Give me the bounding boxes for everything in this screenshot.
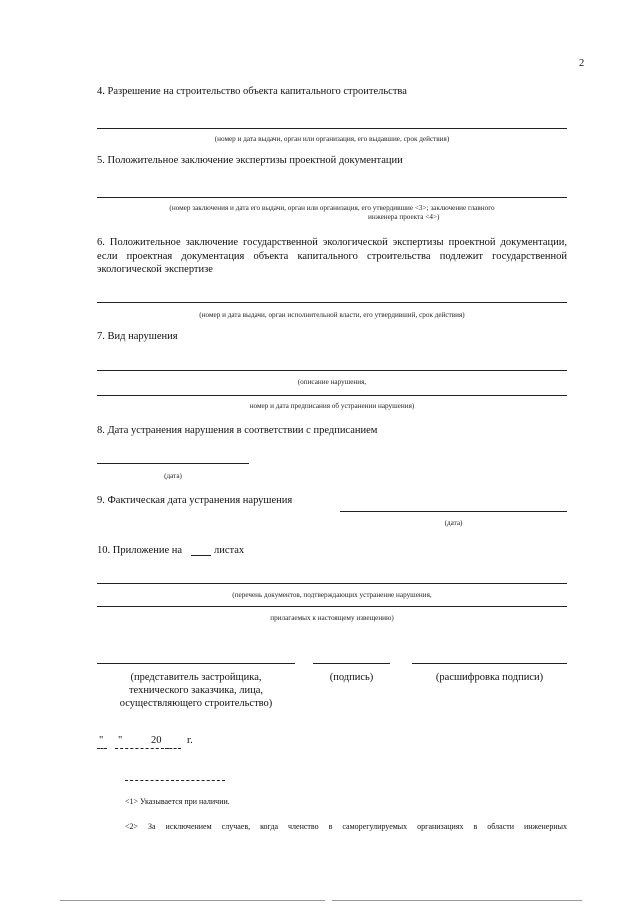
section-9-title: 9. Фактическая дата устранения нарушения — [97, 495, 293, 506]
section-10-caption-l2: прилагаемых к настоящему извещению) — [270, 614, 394, 622]
section-6-caption: (номер и дата выдачи, орган исполнительной власти, его утвердивший, срок действия) — [199, 311, 465, 319]
date-quote-open: " — [99, 735, 104, 746]
representative-label-l2: технического заказчика, лица, — [128, 685, 264, 696]
section-10-line-1 — [97, 583, 567, 584]
date-year-blank — [165, 748, 181, 749]
section-4-caption: (номер и дата выдачи, орган или организация, его выдавшие, срок действия) — [214, 135, 450, 143]
date-day-blank — [97, 748, 107, 749]
section-10-caption-l1: (перечень документов, подтверждающих устранение нарушения, — [232, 591, 432, 599]
date-year-suffix: г. — [187, 735, 193, 746]
section-7-line-2 — [97, 395, 567, 396]
section-7-line-1 — [97, 370, 567, 371]
section-5-caption-l2: инженера проекта <4>) — [368, 213, 440, 221]
section-5-caption-l1: (номер заключения и дата его выдачи, орган или организация, его утвердившие <3>; заключение главного — [169, 204, 495, 212]
page-number: 2 — [579, 58, 585, 69]
scan-edge-bottom — [60, 900, 325, 901]
representative-label-l1: (представитель застройщика, — [130, 672, 262, 683]
section-9-line — [340, 511, 567, 512]
section-5-line — [97, 197, 567, 198]
date-month-blank — [115, 748, 169, 749]
signature-label: (подпись) — [329, 672, 374, 683]
section-10-sheets-blank — [191, 555, 211, 556]
section-6-line — [97, 302, 567, 303]
section-10-title-a: 10. Приложение на — [97, 545, 183, 556]
section-8-caption: (дата) — [164, 472, 182, 480]
footnote-2: <2> За исключением случаев, когда членство в саморегулируемых организациях в области инженерных — [125, 822, 567, 831]
section-7-caption-l2: номер и дата предписания об устранении нарушения) — [249, 402, 415, 410]
section-4-title: 4. Разрешение на строительство объекта капитального строительства — [97, 86, 407, 97]
footnote-separator — [125, 780, 225, 781]
scan-edge-bottom-right — [332, 900, 582, 901]
signature-decode-line — [412, 663, 567, 664]
section-8-title: 8. Дата устранения нарушения в соответствии с предписанием — [97, 425, 378, 436]
section-5-title: 5. Положительное заключение экспертизы проектной документации — [97, 155, 403, 166]
section-10-line-2 — [97, 606, 567, 607]
date-quote-close: " — [118, 735, 123, 746]
representative-label-l3: осуществляющего строительство) — [119, 698, 273, 709]
section-4-line — [97, 128, 567, 129]
signature-decode-label: (расшифровка подписи) — [435, 672, 544, 683]
section-7-caption-l1: (описание нарушения, — [297, 378, 367, 386]
section-7-title: 7. Вид нарушения — [97, 331, 178, 342]
signature-line — [313, 663, 390, 664]
section-8-line — [97, 463, 249, 464]
footnote-1: <1> Указывается при наличии. — [125, 797, 230, 806]
section-10-title-b: листах — [214, 545, 245, 556]
section-6-title: 6. Положительное заключение государственной экологической экспертизы проектной документации, если проектная документация объекта капитального строительства подлежит государственной экологической экспертизе — [97, 237, 567, 275]
section-9-caption: (дата) — [444, 519, 463, 527]
representative-line — [97, 663, 295, 664]
date-year: 20 — [151, 735, 162, 746]
